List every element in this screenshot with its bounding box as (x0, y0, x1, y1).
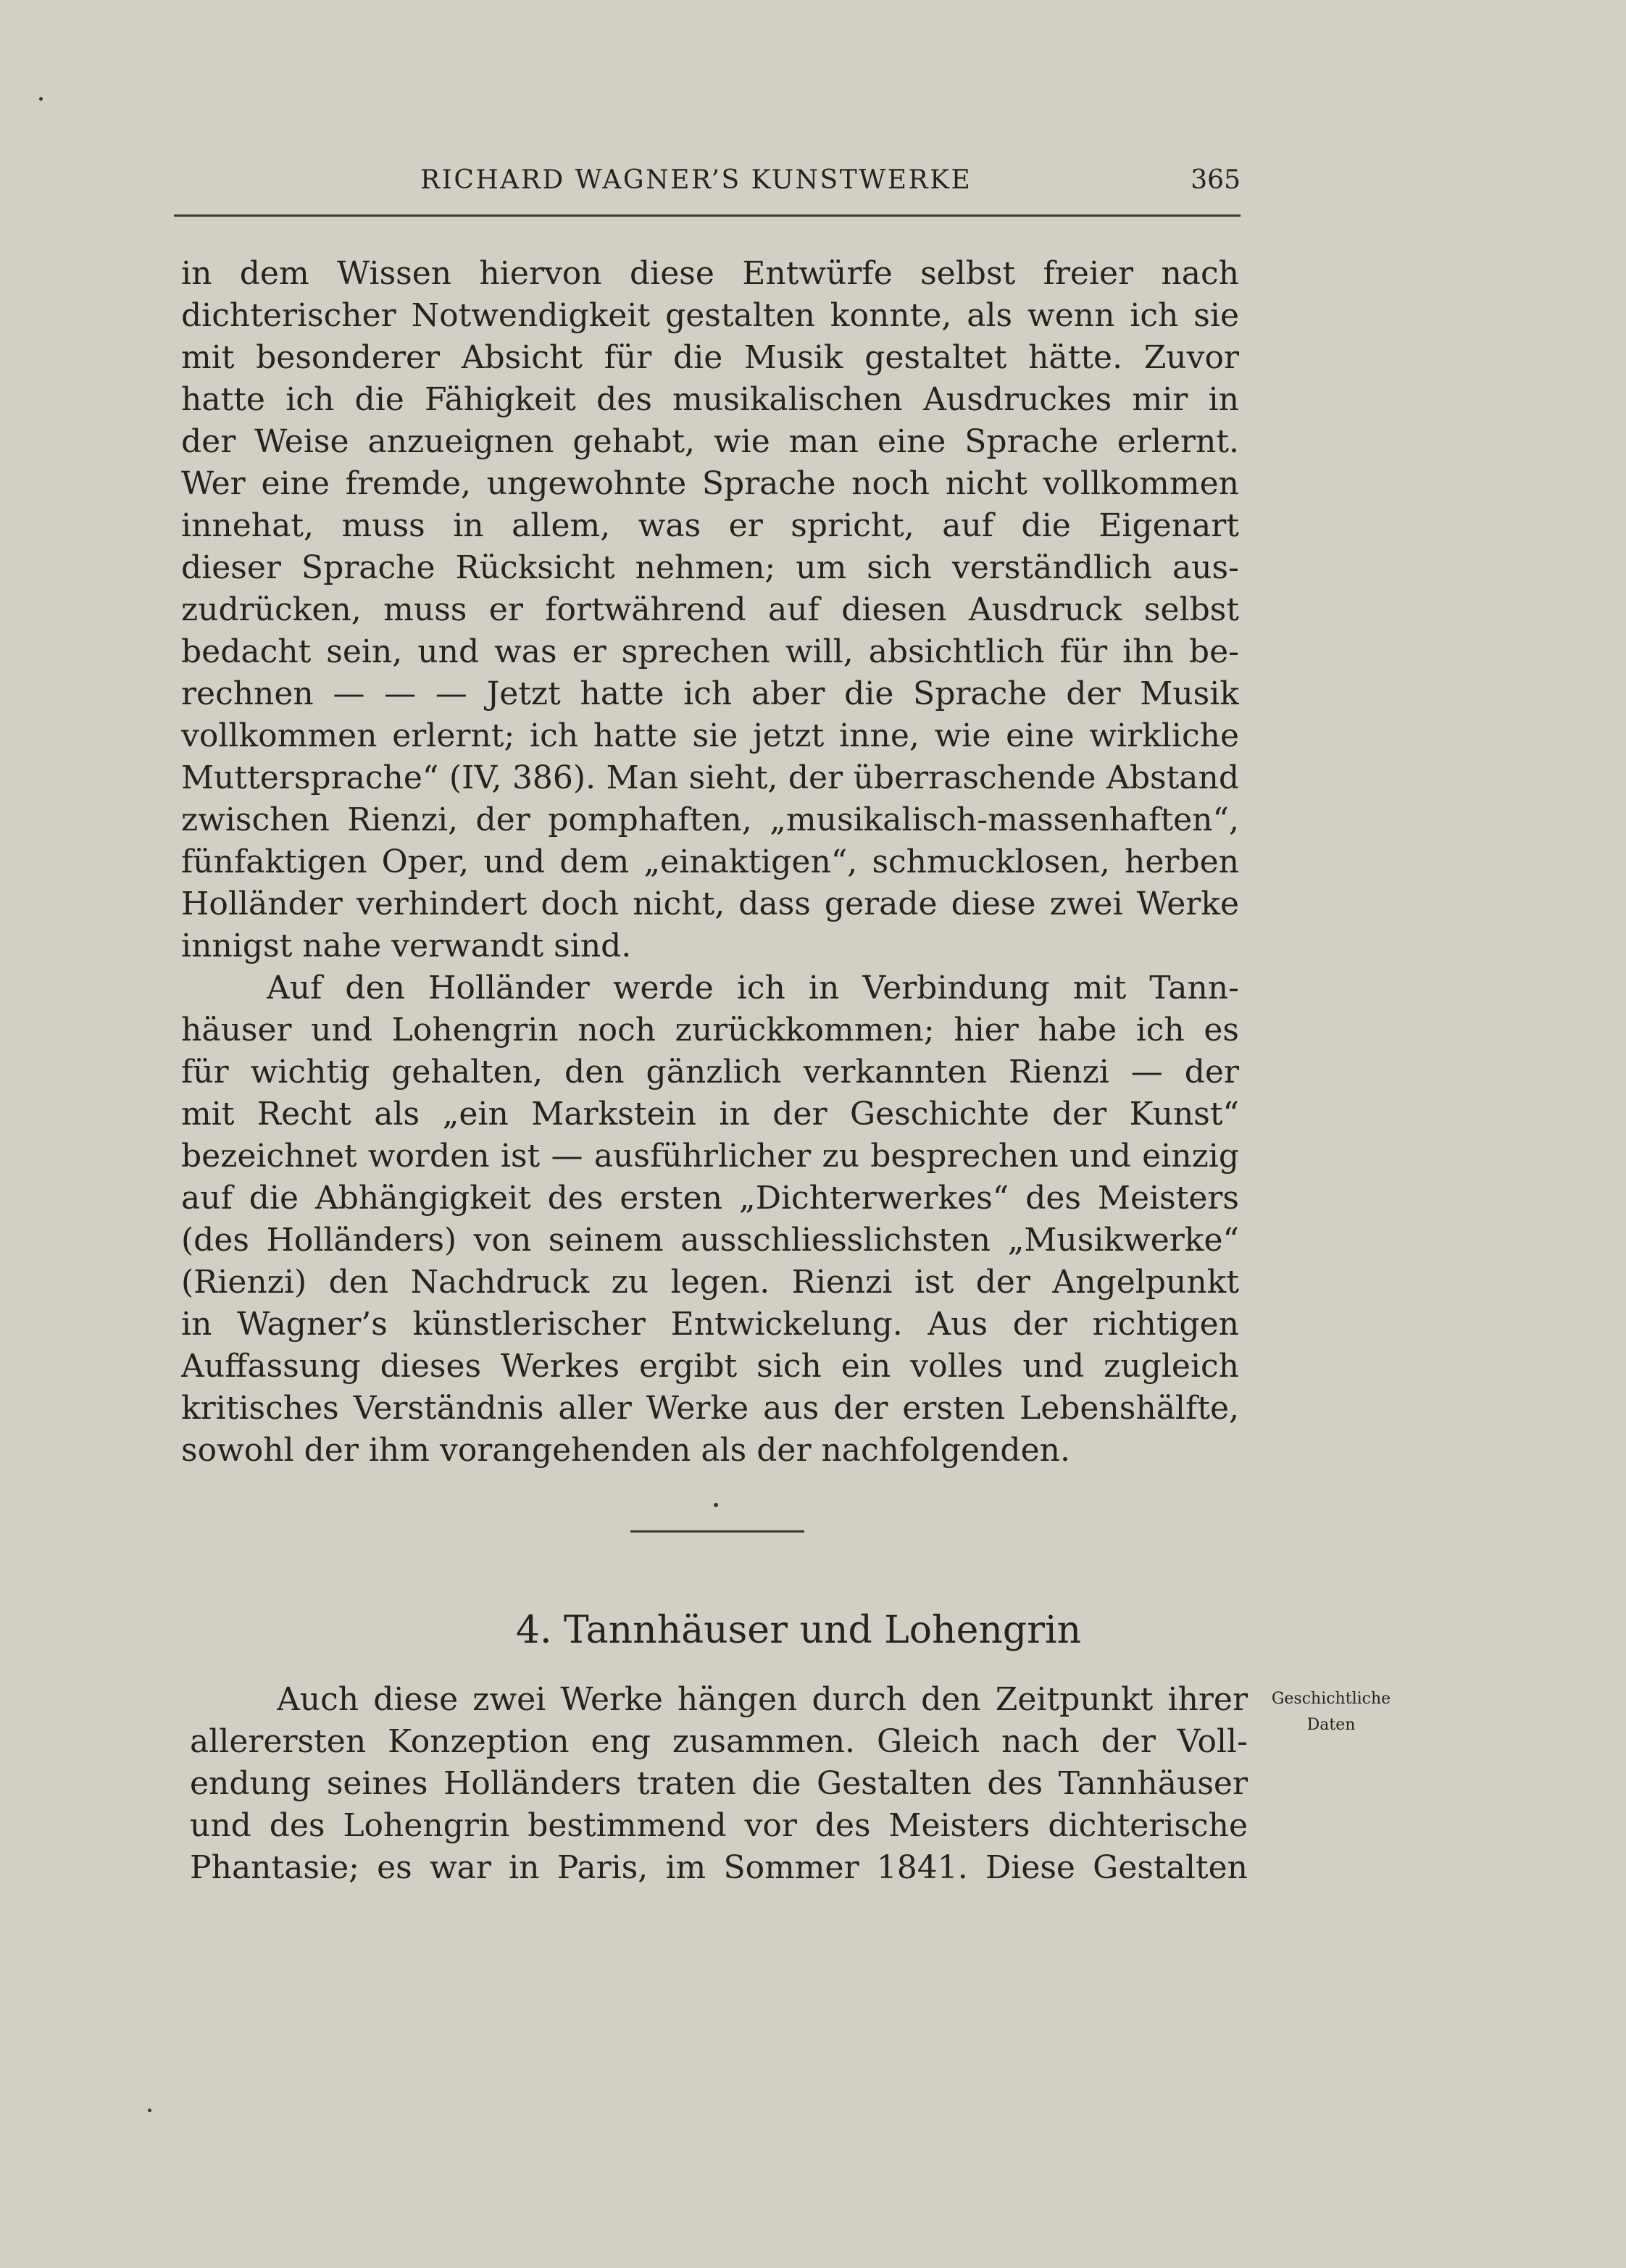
page-number: 365 (1191, 165, 1241, 195)
section-divider (630, 1530, 804, 1533)
paper-speck (148, 2109, 151, 2112)
text-line: in Wagner’s künstlerischer Entwickelung. Aus der richtigen (181, 1306, 1239, 1343)
running-title: RICHARD WAGNER’S KUNSTWERKE (420, 165, 972, 195)
header-rule (174, 214, 1241, 217)
section-heading-text: 4. Tannhäuser und Lohengrin (515, 1609, 1082, 1652)
text-line: zudrücken, muss er fortwährend auf diesen Ausdruck selbst (181, 591, 1239, 628)
text-line: dichterischer Notwendigkeit gestalten konnte, als wenn ich sie (181, 297, 1239, 334)
text-line: auf die Abhängigkeit des ersten „Dichterwerkes“ des Meisters (181, 1180, 1239, 1217)
section-heading (0, 1609, 1626, 1652)
text-line: endung seines Holländers traten die Gestalten des Tannhäuser (190, 1765, 1248, 1802)
text-line: bedacht sein, und was er sprechen will, absichtlich für ihn be- (181, 633, 1239, 670)
text-line: innigst nahe verwandt sind. (181, 927, 632, 964)
text-line: für wichtig gehalten, den gänzlich verkannten Rienzi — der (181, 1054, 1239, 1091)
text-line: mit Recht als „ein Markstein in der Geschichte der Kunst“ (181, 1096, 1239, 1133)
page-header (174, 165, 1241, 199)
text-line: rechnen — — — Jetzt hatte ich aber die Sprache der Musik (181, 675, 1239, 712)
text-line: dieser Sprache Rücksicht nehmen; um sich verständlich aus- (181, 549, 1239, 586)
text-line: der Weise anzueignen gehabt, wie man eine Sprache erlernt. (181, 423, 1239, 460)
margin-note: Geschichtliche (1271, 1690, 1391, 1708)
text-line: allerersten Konzeption eng zusammen. Gleich nach der Voll- (190, 1723, 1248, 1760)
text-line: bezeichnet worden ist — ausführlicher zu besprechen und einzig (181, 1138, 1239, 1175)
text-line: Muttersprache“ (IV, 386). Man sieht, der überraschende Abstand (181, 759, 1239, 796)
text-line: Auf den Holländer werde ich in Verbindung mit Tann- (267, 970, 1239, 1006)
text-line: und des Lohengrin bestimmend vor des Meisters dichterische (190, 1807, 1248, 1844)
text-line: sowohl der ihm vorangehenden als der nachfolgenden. (181, 1432, 1070, 1469)
text-line: Wer eine fremde, ungewohnte Sprache noch nicht vollkommen (181, 465, 1239, 502)
text-line: in dem Wissen hiervon diese Entwürfe selbst freier nach (181, 255, 1239, 292)
ornament-dot (714, 1503, 718, 1507)
text-line: Holländer verhindert doch nicht, dass gerade diese zwei Werke (181, 885, 1239, 922)
text-line: (Rienzi) den Nachdruck zu legen. Rienzi ist der Angelpunkt (181, 1264, 1239, 1301)
text-line: innehat, muss in allem, was er spricht, auf die Eigenart (181, 507, 1239, 544)
paper-speck (39, 97, 43, 101)
text-line: kritisches Verständnis aller Werke aus der ersten Lebenshälfte, (181, 1390, 1239, 1427)
text-line: Auch diese zwei Werke hängen durch den Zeitpunkt ihrer (277, 1681, 1248, 1718)
text-line: zwischen Rienzi, der pomphaften, „musikalisch-massenhaften“, (181, 801, 1239, 838)
text-line: hatte ich die Fähigkeit des musikalischen Ausdruckes mir in (181, 381, 1239, 418)
text-line: Auffassung dieses Werkes ergibt sich ein volles und zugleich (181, 1348, 1239, 1385)
text-line: (des Holländers) von seinem ausschliesslichsten „Musikwerke“ (181, 1222, 1239, 1259)
text-line: fünfaktigen Oper, und dem „einaktigen“, schmucklosen, herben (181, 843, 1239, 880)
margin-note: Daten (1306, 1716, 1356, 1734)
text-line: vollkommen erlernt; ich hatte sie jetzt inne, wie eine wirkliche (181, 717, 1239, 754)
text-line: mit besonderer Absicht für die Musik gestaltet hätte. Zuvor (181, 339, 1239, 376)
text-line: häuser und Lohengrin noch zurückkommen; hier habe ich es (181, 1012, 1239, 1048)
text-line: Phantasie; es war in Paris, im Sommer 1841. Diese Gestalten (190, 1849, 1248, 1886)
